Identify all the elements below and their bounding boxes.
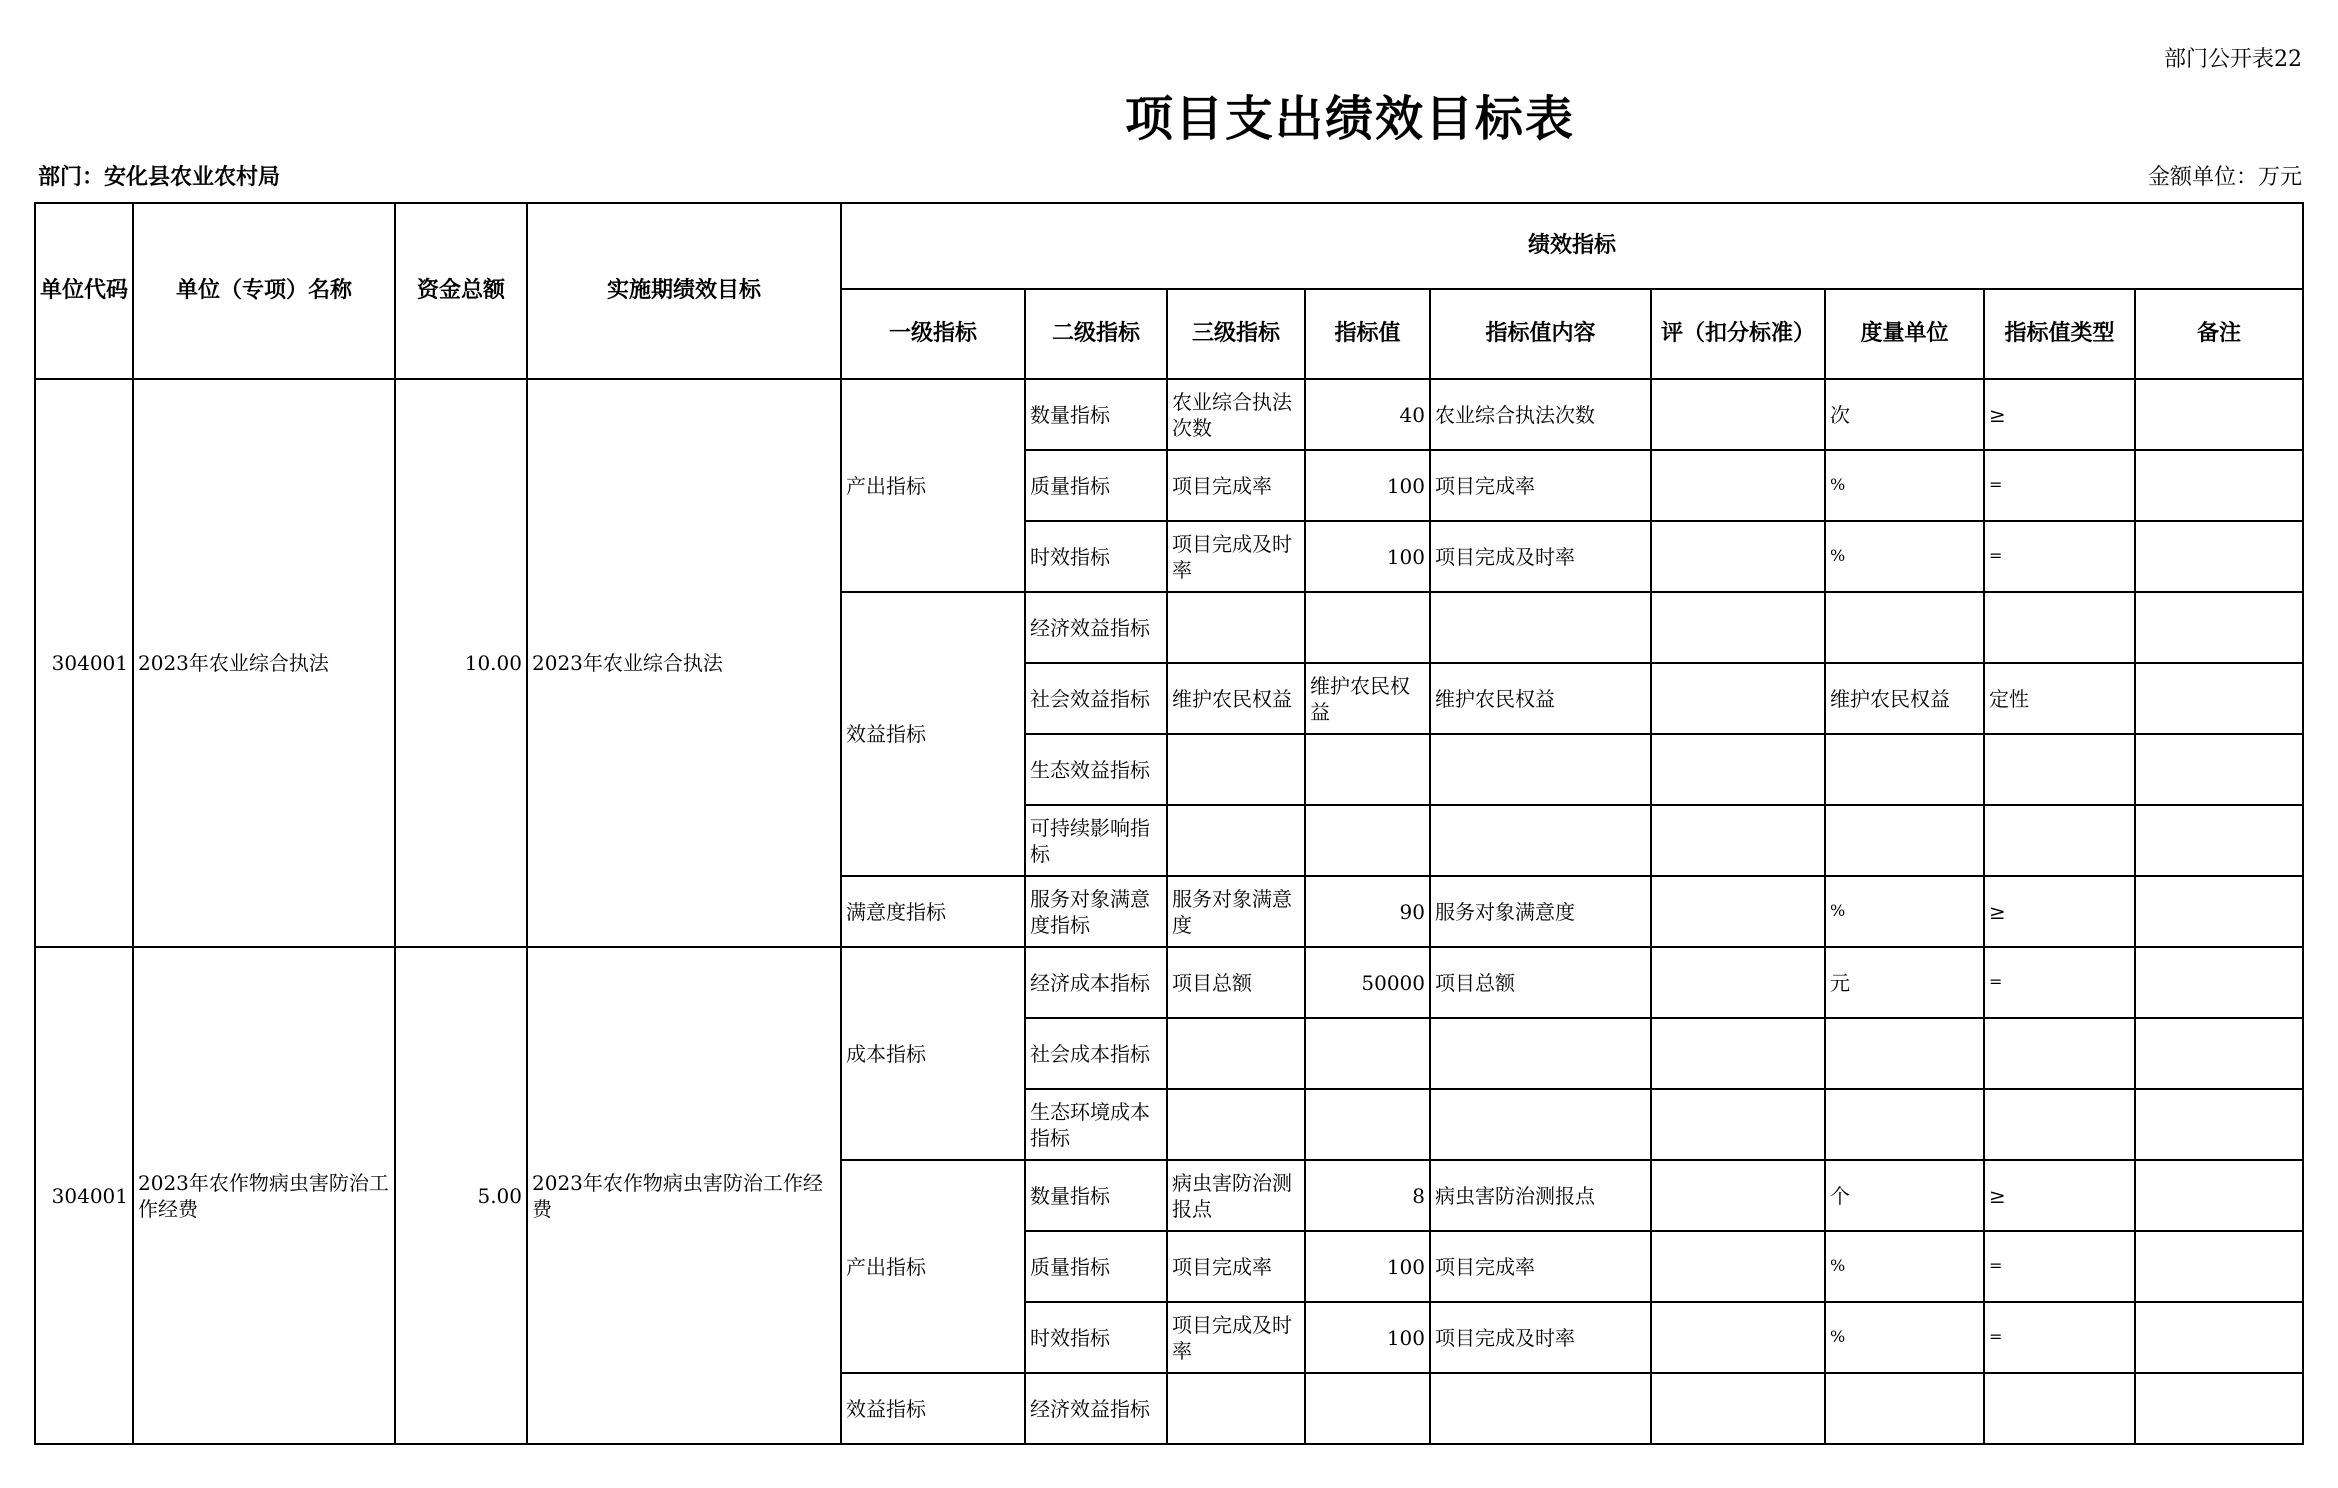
measure-unit-cell: % bbox=[1825, 1231, 1984, 1302]
level3-cell bbox=[1167, 1089, 1305, 1160]
value-cell: 40 bbox=[1305, 379, 1430, 450]
level2-cell: 时效指标 bbox=[1025, 1302, 1167, 1373]
col-total-fund: 资金总额 bbox=[395, 203, 527, 379]
value-type-cell: = bbox=[1984, 1231, 2135, 1302]
scoring-cell bbox=[1651, 1089, 1825, 1160]
level3-cell: 项目完成率 bbox=[1167, 450, 1305, 521]
remark-cell bbox=[2135, 805, 2303, 876]
level2-cell: 经济成本指标 bbox=[1025, 947, 1167, 1018]
unit-code-cell: 304001 bbox=[35, 379, 133, 947]
level1-cell: 满意度指标 bbox=[841, 876, 1025, 947]
level3-cell bbox=[1167, 1018, 1305, 1089]
value-cell: 8 bbox=[1305, 1160, 1430, 1231]
col-unit-code: 单位代码 bbox=[35, 203, 133, 379]
level2-cell: 经济效益指标 bbox=[1025, 1373, 1167, 1444]
remark-cell bbox=[2135, 1231, 2303, 1302]
remark-cell bbox=[2135, 876, 2303, 947]
level3-cell: 项目完成及时率 bbox=[1167, 1302, 1305, 1373]
value-type-cell bbox=[1984, 592, 2135, 663]
scoring-cell bbox=[1651, 379, 1825, 450]
value-cell: 90 bbox=[1305, 876, 1430, 947]
value-cell bbox=[1305, 592, 1430, 663]
unit-name-cell: 2023年农作物病虫害防治工作经费 bbox=[133, 947, 395, 1444]
remark-cell bbox=[2135, 592, 2303, 663]
measure-unit-cell bbox=[1825, 734, 1984, 805]
period-goal-cell: 2023年农作物病虫害防治工作经费 bbox=[527, 947, 841, 1444]
level3-cell: 项目总额 bbox=[1167, 947, 1305, 1018]
content-cell bbox=[1430, 805, 1651, 876]
remark-cell bbox=[2135, 1089, 2303, 1160]
value-type-cell: 定性 bbox=[1984, 663, 2135, 734]
level1-cell: 产出指标 bbox=[841, 1160, 1025, 1373]
remark-cell bbox=[2135, 1160, 2303, 1231]
value-type-cell bbox=[1984, 1089, 2135, 1160]
scoring-cell bbox=[1651, 947, 1825, 1018]
scoring-cell bbox=[1651, 1018, 1825, 1089]
value-cell: 100 bbox=[1305, 1231, 1430, 1302]
form-number: 部门公开表22 bbox=[2164, 47, 2302, 72]
value-type-cell bbox=[1984, 1018, 2135, 1089]
table-body bbox=[35, 379, 2303, 1444]
level2-cell: 时效指标 bbox=[1025, 521, 1167, 592]
scoring-cell bbox=[1651, 1160, 1825, 1231]
col-unit-name: 单位（专项）名称 bbox=[133, 203, 395, 379]
level3-cell bbox=[1167, 805, 1305, 876]
value-type-cell: = bbox=[1984, 947, 2135, 1018]
level1-cell: 效益指标 bbox=[841, 1373, 1025, 1444]
value-cell: 维护农民权益 bbox=[1305, 663, 1430, 734]
content-cell: 项目完成及时率 bbox=[1430, 1302, 1651, 1373]
col-level3: 三级指标 bbox=[1167, 289, 1305, 379]
measure-unit-cell: % bbox=[1825, 1302, 1984, 1373]
measure-unit-cell: % bbox=[1825, 521, 1984, 592]
level2-cell: 数量指标 bbox=[1025, 1160, 1167, 1231]
level2-cell: 质量指标 bbox=[1025, 1231, 1167, 1302]
level3-cell bbox=[1167, 592, 1305, 663]
remark-cell bbox=[2135, 1373, 2303, 1444]
scoring-cell bbox=[1651, 592, 1825, 663]
level2-cell: 服务对象满意度指标 bbox=[1025, 876, 1167, 947]
remark-cell bbox=[2135, 1018, 2303, 1089]
value-cell: 100 bbox=[1305, 1302, 1430, 1373]
content-cell: 维护农民权益 bbox=[1430, 663, 1651, 734]
table-row bbox=[35, 947, 2303, 1018]
scoring-cell bbox=[1651, 805, 1825, 876]
value-cell bbox=[1305, 1373, 1430, 1444]
value-type-cell bbox=[1984, 805, 2135, 876]
content-cell: 项目完成率 bbox=[1430, 450, 1651, 521]
col-content: 指标值内容 bbox=[1430, 289, 1651, 379]
value-cell: 100 bbox=[1305, 521, 1430, 592]
level3-cell: 维护农民权益 bbox=[1167, 663, 1305, 734]
scoring-cell bbox=[1651, 734, 1825, 805]
measure-unit-cell bbox=[1825, 592, 1984, 663]
level2-cell: 可持续影响指标 bbox=[1025, 805, 1167, 876]
remark-cell bbox=[2135, 734, 2303, 805]
level3-cell: 服务对象满意度 bbox=[1167, 876, 1305, 947]
level2-cell: 社会成本指标 bbox=[1025, 1018, 1167, 1089]
level3-cell: 病虫害防治测报点 bbox=[1167, 1160, 1305, 1231]
level2-cell: 质量指标 bbox=[1025, 450, 1167, 521]
measure-unit-cell: % bbox=[1825, 876, 1984, 947]
total-fund-cell: 10.00 bbox=[395, 379, 527, 947]
level2-cell: 数量指标 bbox=[1025, 379, 1167, 450]
content-cell bbox=[1430, 1373, 1651, 1444]
level3-cell: 农业综合执法次数 bbox=[1167, 379, 1305, 450]
scoring-cell bbox=[1651, 1302, 1825, 1373]
col-value: 指标值 bbox=[1305, 289, 1430, 379]
content-cell: 农业综合执法次数 bbox=[1430, 379, 1651, 450]
content-cell: 服务对象满意度 bbox=[1430, 876, 1651, 947]
level3-cell bbox=[1167, 1373, 1305, 1444]
total-fund-cell: 5.00 bbox=[395, 947, 527, 1444]
content-cell bbox=[1430, 1089, 1651, 1160]
value-type-cell: ≥ bbox=[1984, 1160, 2135, 1231]
value-cell bbox=[1305, 805, 1430, 876]
scoring-cell bbox=[1651, 663, 1825, 734]
remark-cell bbox=[2135, 521, 2303, 592]
level3-cell bbox=[1167, 734, 1305, 805]
content-cell bbox=[1430, 1018, 1651, 1089]
scoring-cell bbox=[1651, 876, 1825, 947]
level1-cell: 产出指标 bbox=[841, 379, 1025, 592]
remark-cell bbox=[2135, 1302, 2303, 1373]
remark-cell bbox=[2135, 947, 2303, 1018]
unit-code-cell: 304001 bbox=[35, 947, 133, 1444]
level3-cell: 项目完成及时率 bbox=[1167, 521, 1305, 592]
measure-unit-cell: 维护农民权益 bbox=[1825, 663, 1984, 734]
level2-cell: 生态效益指标 bbox=[1025, 734, 1167, 805]
scoring-cell bbox=[1651, 450, 1825, 521]
remark-cell bbox=[2135, 379, 2303, 450]
col-level1: 一级指标 bbox=[841, 289, 1025, 379]
content-cell bbox=[1430, 592, 1651, 663]
department-label: 部门：安化县农业农村局 bbox=[38, 165, 281, 190]
measure-unit-cell: 元 bbox=[1825, 947, 1984, 1018]
measure-unit-cell: 次 bbox=[1825, 379, 1984, 450]
value-type-cell: = bbox=[1984, 450, 2135, 521]
content-cell bbox=[1430, 734, 1651, 805]
measure-unit-cell: % bbox=[1825, 450, 1984, 521]
scoring-cell bbox=[1651, 1373, 1825, 1444]
amount-unit-label: 金额单位：万元 bbox=[2147, 165, 2302, 190]
performance-table bbox=[34, 202, 2304, 1445]
value-type-cell bbox=[1984, 734, 2135, 805]
value-type-cell bbox=[1984, 1373, 2135, 1444]
value-type-cell: ≥ bbox=[1984, 379, 2135, 450]
level2-cell: 社会效益指标 bbox=[1025, 663, 1167, 734]
value-type-cell: ≥ bbox=[1984, 876, 2135, 947]
measure-unit-cell: 个 bbox=[1825, 1160, 1984, 1231]
value-cell: 100 bbox=[1305, 450, 1430, 521]
col-remark: 备注 bbox=[2135, 289, 2303, 379]
level1-cell: 成本指标 bbox=[841, 947, 1025, 1160]
content-cell: 项目完成及时率 bbox=[1430, 521, 1651, 592]
value-cell bbox=[1305, 1089, 1430, 1160]
measure-unit-cell bbox=[1825, 1089, 1984, 1160]
level2-cell: 经济效益指标 bbox=[1025, 592, 1167, 663]
level2-cell: 生态环境成本指标 bbox=[1025, 1089, 1167, 1160]
measure-unit-cell bbox=[1825, 1018, 1984, 1089]
content-cell: 病虫害防治测报点 bbox=[1430, 1160, 1651, 1231]
page-title: 项目支出绩效目标表 bbox=[1124, 91, 1575, 147]
col-level2: 二级指标 bbox=[1025, 289, 1167, 379]
level3-cell: 项目完成率 bbox=[1167, 1231, 1305, 1302]
value-type-cell: = bbox=[1984, 1302, 2135, 1373]
value-cell: 50000 bbox=[1305, 947, 1430, 1018]
remark-cell bbox=[2135, 663, 2303, 734]
measure-unit-cell bbox=[1825, 805, 1984, 876]
scoring-cell bbox=[1651, 521, 1825, 592]
unit-name-cell: 2023年农业综合执法 bbox=[133, 379, 395, 947]
value-cell bbox=[1305, 1018, 1430, 1089]
scoring-cell bbox=[1651, 1231, 1825, 1302]
period-goal-cell: 2023年农业综合执法 bbox=[527, 379, 841, 947]
value-type-cell: = bbox=[1984, 521, 2135, 592]
level1-cell: 效益指标 bbox=[841, 592, 1025, 876]
col-value-type: 指标值类型 bbox=[1984, 289, 2135, 379]
content-cell: 项目总额 bbox=[1430, 947, 1651, 1018]
col-indicators: 绩效指标 bbox=[841, 203, 2303, 289]
col-scoring: 评（扣分标准） bbox=[1651, 289, 1825, 379]
table-row bbox=[35, 379, 2303, 450]
value-cell bbox=[1305, 734, 1430, 805]
remark-cell bbox=[2135, 450, 2303, 521]
measure-unit-cell bbox=[1825, 1373, 1984, 1444]
col-period-goal: 实施期绩效目标 bbox=[527, 203, 841, 379]
content-cell: 项目完成率 bbox=[1430, 1231, 1651, 1302]
col-measure-unit: 度量单位 bbox=[1825, 289, 1984, 379]
